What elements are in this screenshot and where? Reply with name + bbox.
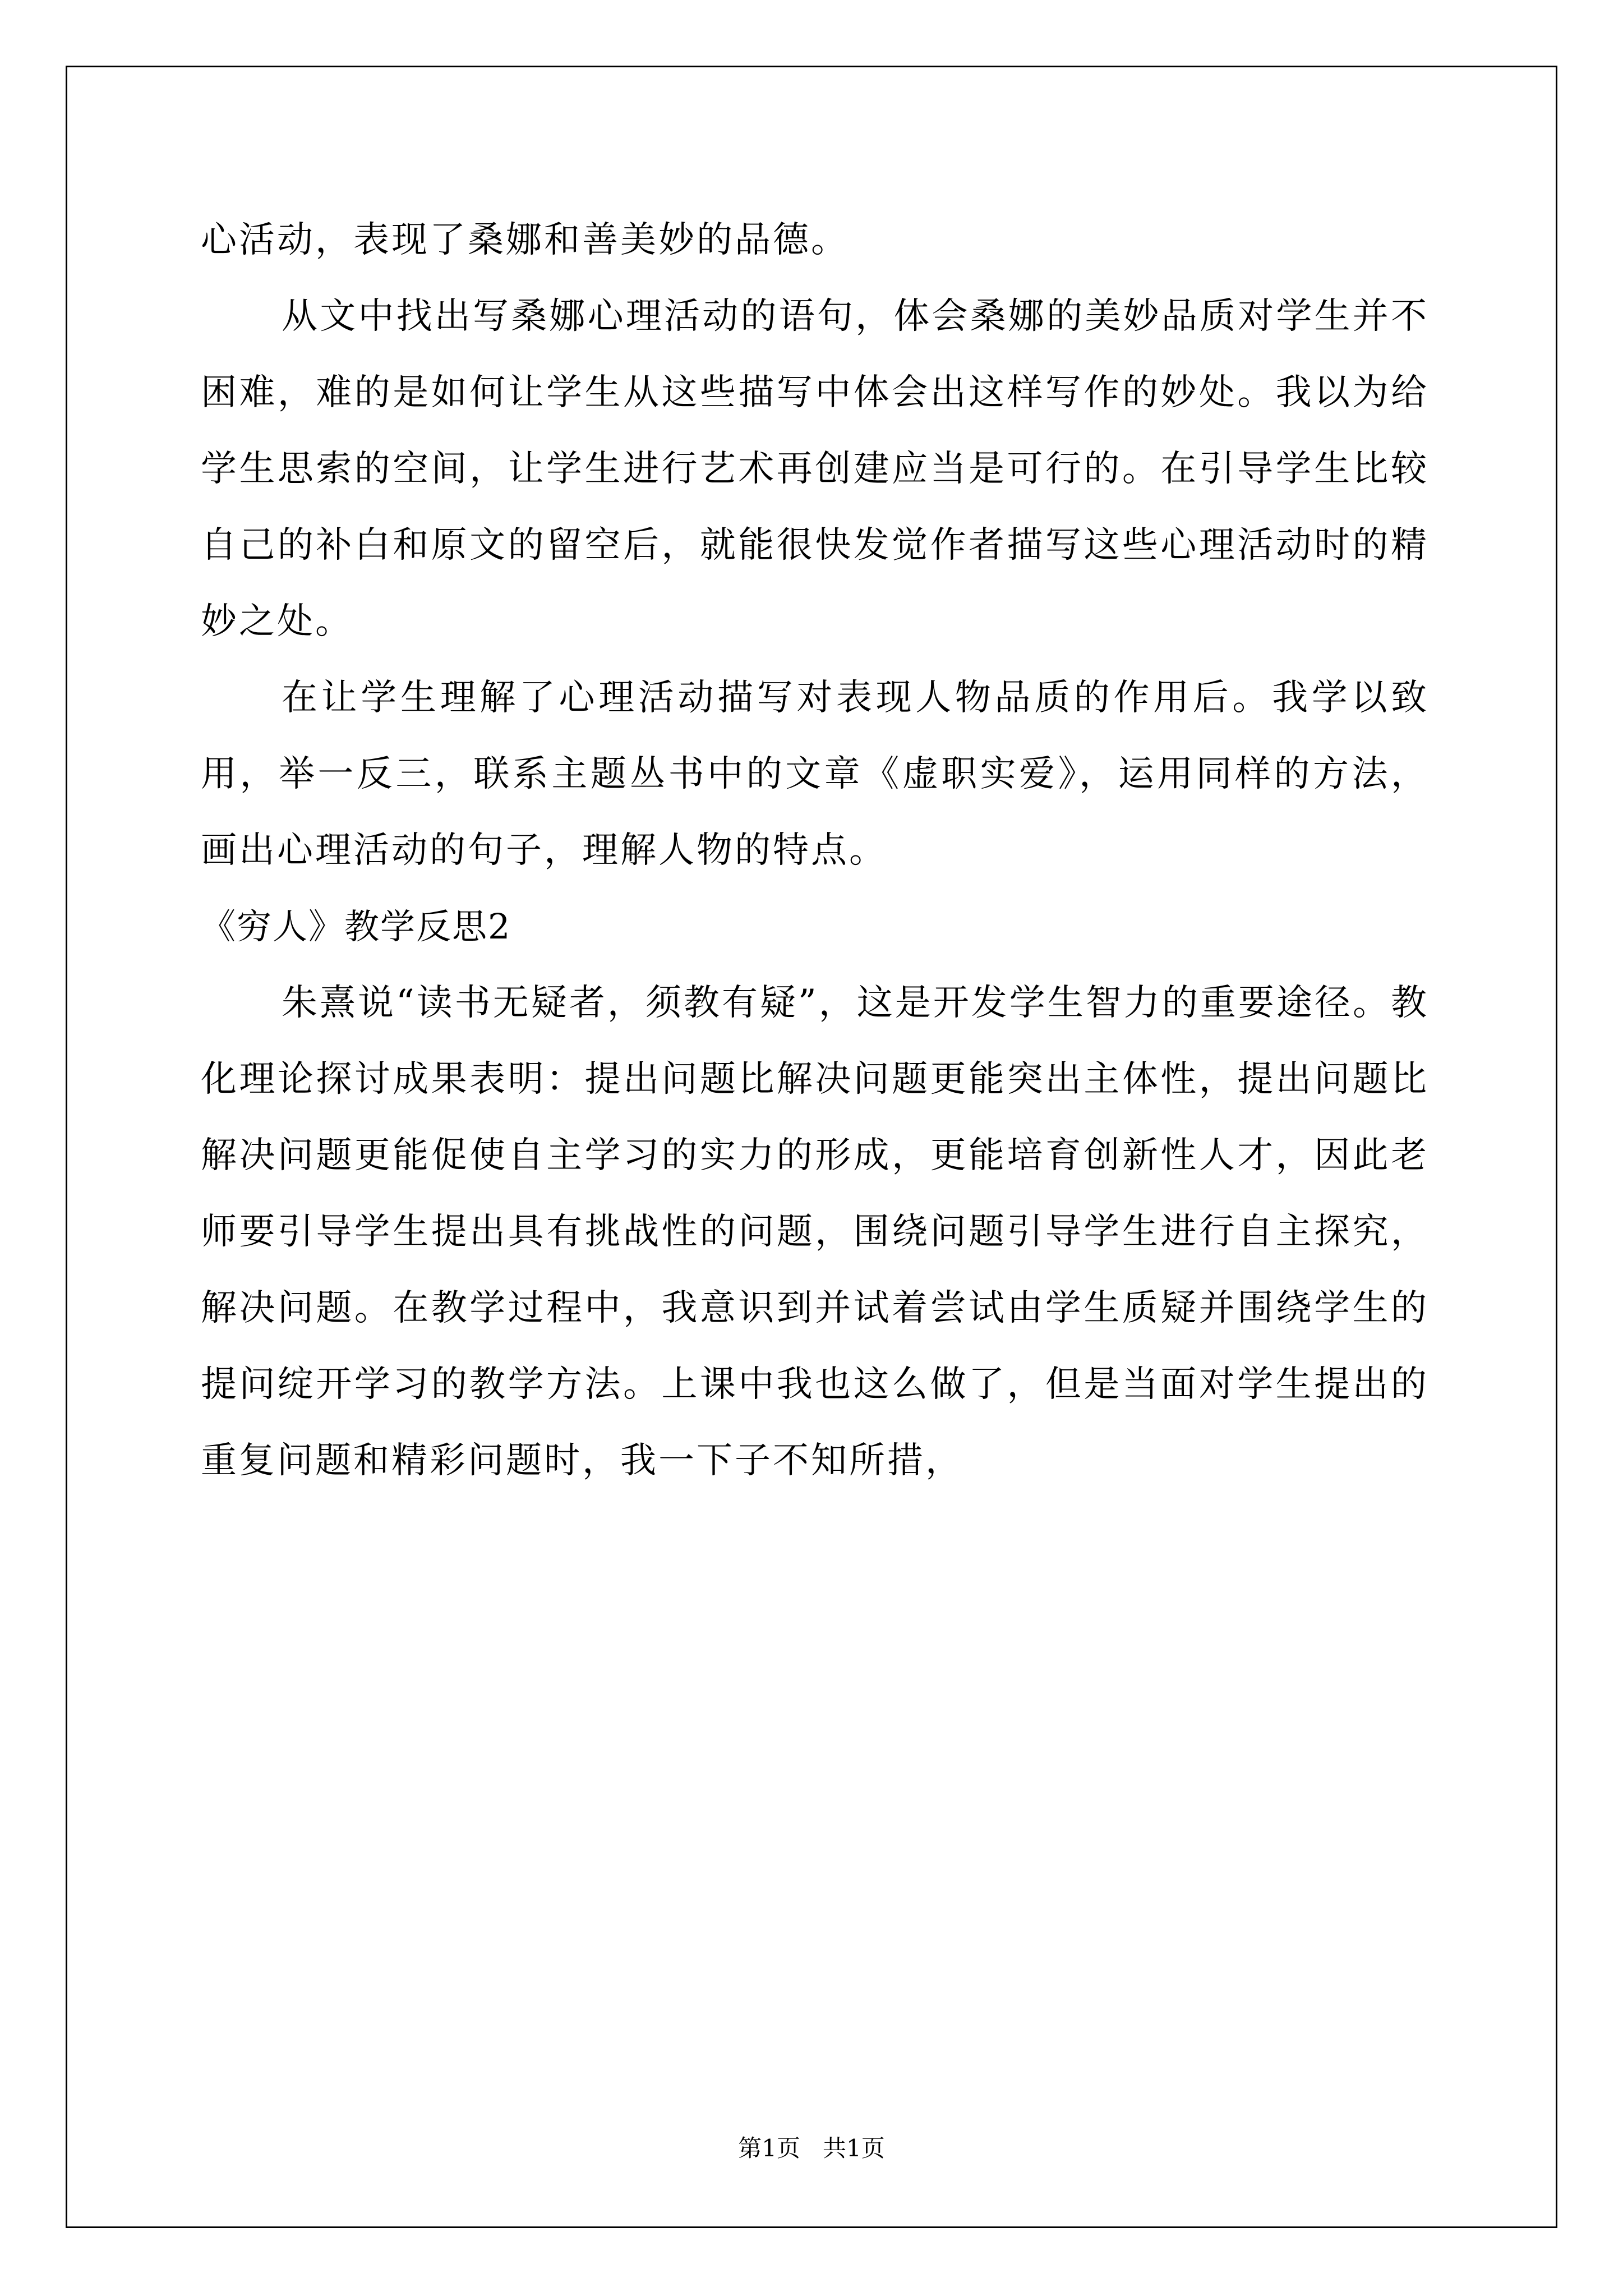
paragraph-questioning: 朱熹说“读书无疑者，须教有疑”，这是开发学生智力的重要途径。教化理论探讨成果表明：提出问题比解决问题更能突出主体性，提出问题比解决问题更能促使自主学习的实力的形成，更能培育创新性人才，因此老师要引导学生提出具有挑战性的问题，围绕问题引导学生进行自主探究，解决问题。在教学过程中，我意识到并试着尝试由学生质疑并围绕学生的提问绽开学习的教学方法。上课中我也这么做了，但是当面对学生提出的重复问题和精彩问题时，我一下子不知所措， xyxy=(201,982,1429,1481)
paragraph-continuation: 心活动，表现了桑娜和善美妙的品德。 xyxy=(201,219,849,261)
paragraph-psychology-analysis: 从文中找出写桑娜心理活动的语句，体会桑娜的美妙品质对学生并不困难，难的是如何让学生从这些描写中体会出这样写作的妙处。我以为给学生思索的空间，让学生进行艺术再创建应当是可行的。在引导学生比较自己的补白和原文的留空后，就能很快发觉作者描写这些心理活动时的精妙之处。 xyxy=(201,296,1429,642)
page-number-footer: 第1页 共1页 xyxy=(738,2134,885,2162)
section-title: 《穷人》教学反思2 xyxy=(201,906,511,947)
paragraph-application: 在让学生理解了心理活动描写对表现人物品质的作用后。我学以致用，举一反三，联系主题丛书中的文章《虚职实爱》，运用同样的方法，画出心理活动的句子，理解人物的特点。 xyxy=(201,677,1429,871)
document-body xyxy=(201,202,1429,1499)
